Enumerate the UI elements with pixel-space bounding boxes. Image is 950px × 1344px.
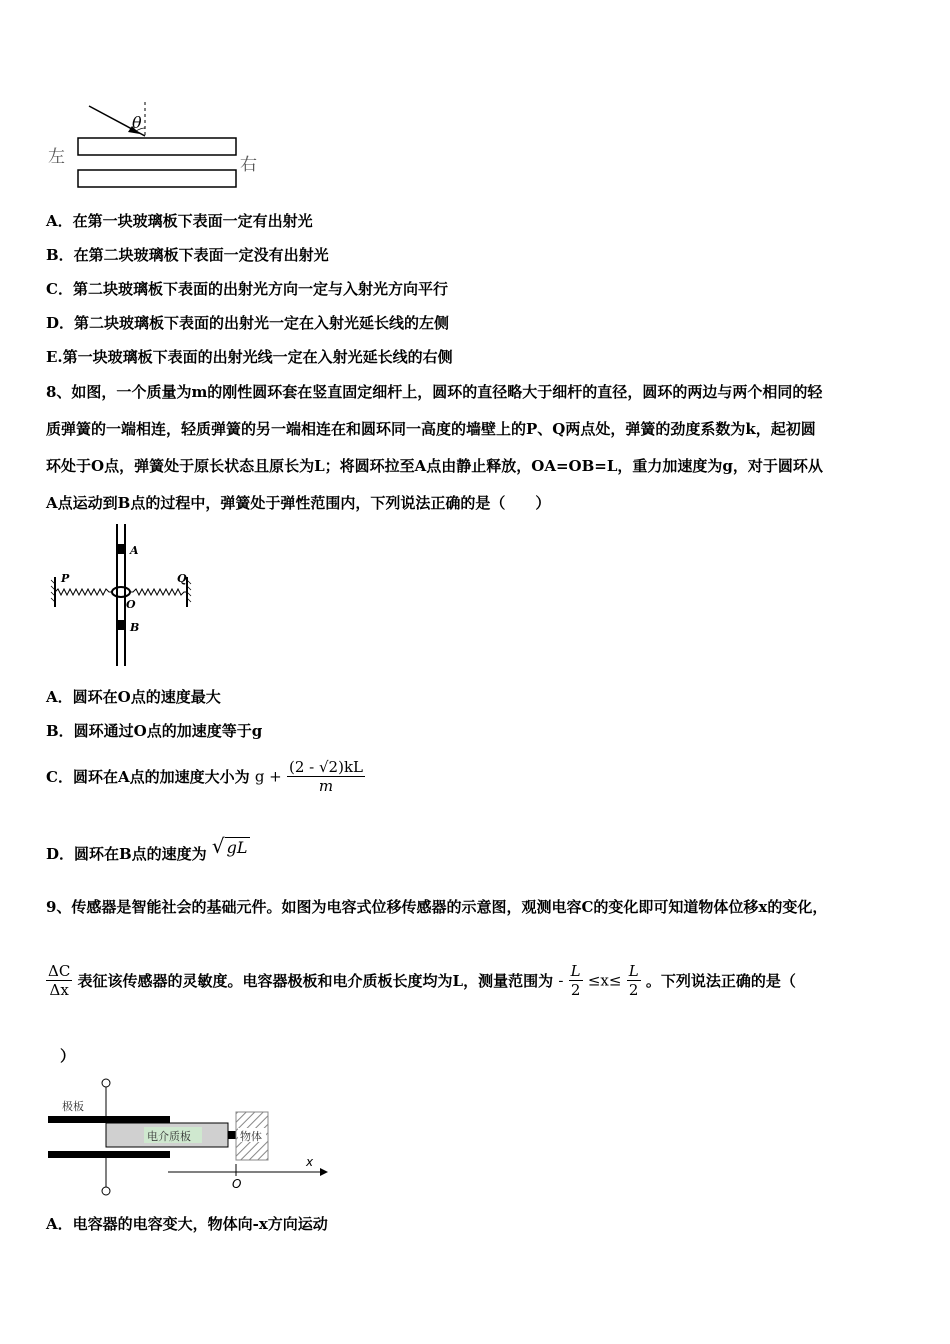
sqrt-sign: √ bbox=[211, 834, 225, 858]
q9-range-2a: 2 bbox=[570, 981, 581, 999]
q8-option-c-numerator: (2 - √2)kL bbox=[289, 758, 364, 776]
label-origin: O bbox=[232, 1177, 242, 1191]
q7-option-d: D．第二块玻璃板下表面的出射光一定在入射光延长线的左侧 bbox=[46, 314, 450, 332]
q8-stem-line3: 环处于O点，弹簧处于原长状态且原长为L；将圆环拉至A点由静止释放，OA=OB=L，重力加速度为g，对于圆环从 bbox=[46, 457, 823, 475]
q7-option-e: E.第一块玻璃板下表面的出射光线一定在入射光延长线的右侧 bbox=[46, 348, 453, 366]
glass-plates-diagram bbox=[44, 98, 266, 196]
q7-option-c: C．第二块玻璃板下表面的出射光方向一定与入射光方向平行 bbox=[46, 280, 448, 298]
q8-option-c-fraction bbox=[287, 758, 365, 795]
q9-range-frac-1 bbox=[569, 962, 583, 999]
q8-option-c-text: C．圆环在A点的加速度大小为 bbox=[46, 768, 250, 786]
q9-stem-line1: 9、传感器是智能社会的基础元件。如图为电容式位移传感器的示意图，观测电容C的变化即可知道物体位移x的变化， bbox=[46, 898, 828, 916]
label-O: O bbox=[126, 598, 136, 611]
q9-stem-line3: ） bbox=[60, 1047, 76, 1065]
q7-option-a: A．在第一块玻璃板下表面一定有出射光 bbox=[46, 212, 313, 230]
label-theta: θ bbox=[132, 113, 142, 132]
q7-option-b: B．在第二块玻璃板下表面一定没有出射光 bbox=[46, 246, 329, 264]
label-left: 左 bbox=[48, 147, 65, 167]
q8-option-d bbox=[46, 834, 250, 864]
q8-option-b: B．圆环通过O点的加速度等于g bbox=[46, 722, 263, 740]
capacitor-diagram bbox=[44, 1076, 344, 1198]
label-B: B bbox=[130, 621, 140, 634]
q8-option-c-denominator: m bbox=[318, 777, 334, 795]
label-Q: Q bbox=[177, 572, 187, 585]
q9-frac-den: Δx bbox=[49, 981, 69, 999]
q8-option-c bbox=[46, 758, 365, 795]
q8-stem-line4: A点运动到B点的过程中，弹簧处于弹性范围内，下列说法正确的是（ ） bbox=[46, 494, 551, 512]
q9-stem-line2 bbox=[46, 962, 796, 999]
figure-capacitor-sensor bbox=[44, 1076, 344, 1198]
q9-option-a: A．电容器的电容变大，物体向-x方向运动 bbox=[46, 1215, 328, 1233]
q8-option-d-radicand: gL bbox=[226, 838, 248, 857]
q9-range-minus: - bbox=[558, 971, 564, 990]
q9-range-frac-2 bbox=[627, 962, 641, 999]
q9-range-L2: L bbox=[628, 962, 639, 980]
ring-spring-diagram bbox=[50, 522, 200, 668]
label-P: P bbox=[61, 572, 70, 585]
label-x: x bbox=[306, 1155, 314, 1169]
q9-sensitivity-fraction bbox=[46, 962, 72, 999]
figure-ring-springs bbox=[50, 522, 200, 668]
q8-option-d-sqrt bbox=[212, 834, 250, 858]
q9-frac-num: ΔC bbox=[48, 962, 71, 980]
q9-line2-end: 。下列说法正确的是（ bbox=[645, 972, 796, 990]
q8-option-c-g: g + bbox=[254, 767, 282, 786]
label-A: A bbox=[130, 544, 139, 557]
q8-option-d-text: D．圆环在B点的速度为 bbox=[46, 845, 207, 863]
q8-stem-line1: 8、如图，一个质量为m的刚性圆环套在竖直固定细杆上，圆环的直径略大于细杆的直径，圆环的两边与两个相同的轻 bbox=[46, 383, 823, 401]
label-plate: 极板 bbox=[62, 1100, 84, 1113]
q8-stem-line2: 质弹簧的一端相连，轻质弹簧的另一端相连在和圆环同一高度的墙壁上的P、Q两点处，弹簧的劲度系数为k，起初圆 bbox=[46, 420, 816, 438]
figure-glass-plates bbox=[44, 98, 266, 196]
q9-line2-text: 表征该传感器的灵敏度。电容器极板和电介质板长度均为L，测量范围为 bbox=[77, 972, 554, 990]
label-dielectric: 电介质板 bbox=[147, 1130, 191, 1143]
label-object: 物体 bbox=[240, 1130, 262, 1143]
q9-range-L1: L bbox=[570, 962, 581, 980]
q9-range-2b: 2 bbox=[628, 981, 639, 999]
q9-range-mid: ≤x≤ bbox=[587, 971, 622, 990]
label-right: 右 bbox=[240, 155, 257, 175]
q8-option-a: A．圆环在O点的速度最大 bbox=[46, 688, 221, 706]
